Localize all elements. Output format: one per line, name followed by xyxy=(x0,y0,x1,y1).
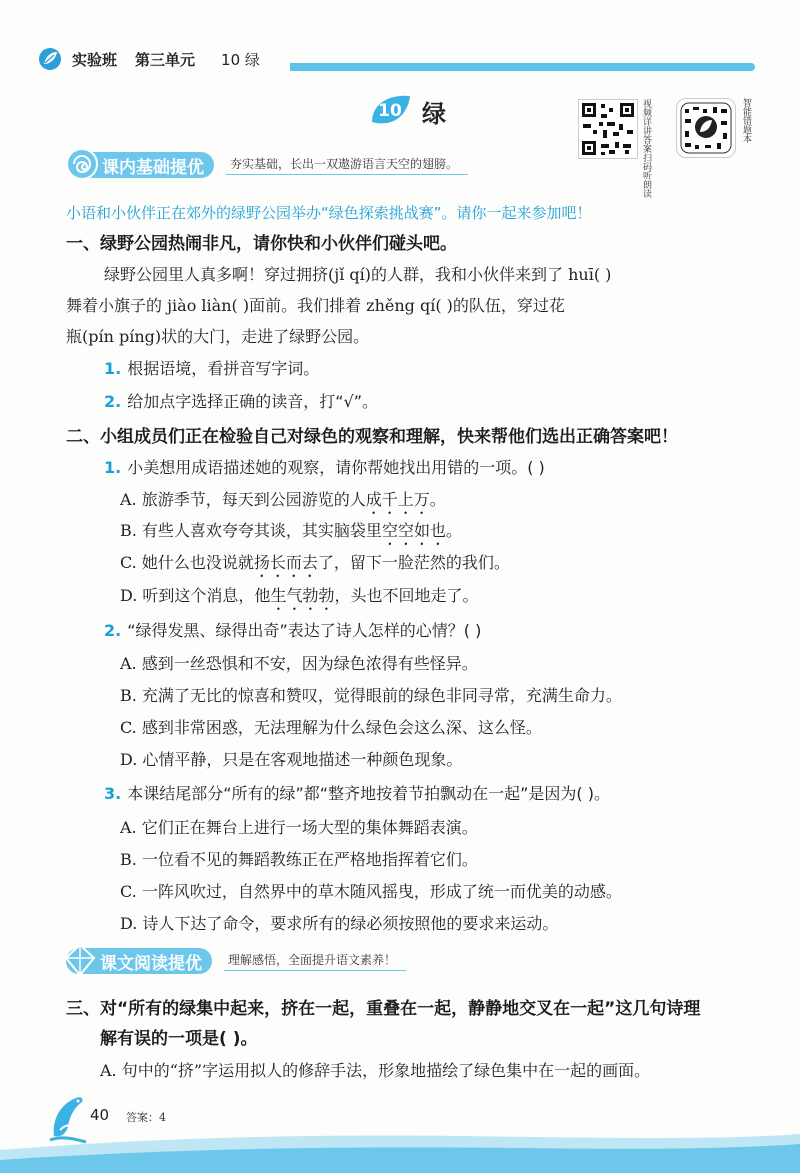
option-a[interactable]: A. 它们正在舞台上进行一场大型的集体舞蹈表演。 xyxy=(120,818,478,837)
option-c[interactable]: C. 一阵风吹过，自然界中的草木随风摇曳，形成了统一而优美的动感。 xyxy=(120,882,622,901)
passage-line-3: 瓶(pín píng)状的大门，走进了绿野公园。 xyxy=(66,327,370,346)
option-text: ，头也不回地走了。 xyxy=(334,586,479,605)
option-c[interactable]: C. 感到非常困惑，无法理解为什么绿色会这么深、这么怪。 xyxy=(120,718,542,737)
passage-line-2: 舞着小旗子的 jiào liàn( )面前。我们排着 zhěng qí( )的队伍，穿过花 xyxy=(66,296,565,315)
passage-line-1: 绿野公园里人真多啊！穿过拥挤(jǐ qí)的人群，我和小伙伴来到了 huī( ) xyxy=(104,265,612,284)
sub-number: 3. xyxy=(104,784,122,803)
lesson-title xyxy=(368,92,446,130)
intro-text: 小语和小伙伴正在郊外的绿野公园举办“绿色探索挑战赛”。请你一起来参加吧！ xyxy=(66,204,592,222)
qr-code-video[interactable] xyxy=(578,99,638,159)
question-2-sub-1 xyxy=(104,455,545,478)
option-idiom: 空空如也 xyxy=(381,521,446,540)
section-title-text: 课内基础提优 xyxy=(102,157,204,178)
option-a[interactable] xyxy=(120,487,446,518)
sub-text: 根据语境，看拼音写字词。 xyxy=(127,359,320,378)
spiral-icon xyxy=(64,146,100,182)
option-d[interactable] xyxy=(120,583,478,614)
section-banner-reading xyxy=(66,948,406,974)
question-2-sub-3 xyxy=(104,781,610,804)
option-text: C. 她什么也没说就 xyxy=(120,553,254,572)
section-subtitle: 夯实基础，长出一双遨游语言天空的翅膀。 xyxy=(226,155,468,175)
dolphin-icon xyxy=(46,1090,90,1146)
option-text: 。 xyxy=(445,521,462,540)
qr-icon xyxy=(677,99,735,157)
qr-label-wrongbook: 智能错题本 xyxy=(741,98,751,143)
question-2-sub-2 xyxy=(104,618,481,641)
option-d[interactable]: D. 心情平静，只是在客观地描述一种颜色现象。 xyxy=(120,750,463,769)
option-a[interactable]: A. 句中的“挤”字运用拟人的修辞手法，形象地描绘了绿色集中在一起的画面。 xyxy=(100,1061,651,1080)
option-idiom: 扬长而去 xyxy=(253,553,318,572)
section-subtitle: 理解感悟，全面提升语文素养！ xyxy=(224,951,406,971)
section-title xyxy=(68,152,214,178)
option-text: 了，留下一脸茫然的我们。 xyxy=(317,553,510,572)
question-1-sub-1 xyxy=(104,356,319,379)
unit-label: 第三单元 xyxy=(135,50,196,69)
sub-number: 1. xyxy=(104,359,122,378)
sub-text: 本课结尾部分“所有的绿”都“整齐地按着节拍飘动在一起”是因为( )。 xyxy=(127,784,610,803)
option-text: 。 xyxy=(429,490,446,509)
option-text: A. 旅游季节，每天到公园游览的人 xyxy=(120,490,366,509)
lesson-number: 10 xyxy=(378,101,402,121)
question-3-title-line-2: 解有误的一项是( )。 xyxy=(100,1029,258,1049)
lesson-number-badge xyxy=(368,92,412,130)
option-b[interactable]: B. 充满了无比的惊喜和赞叹，觉得眼前的绿色非同寻常，充满生命力。 xyxy=(120,686,622,705)
option-text: D. 听到这个消息，他 xyxy=(120,586,271,605)
question-2-title: 二、小组成员们正在检验自己对绿色的观察和理解，快来帮他们选出正确答案吧！ xyxy=(66,427,678,447)
qr-icon xyxy=(579,100,637,158)
footer-wave xyxy=(0,1120,800,1173)
sub-number: 2. xyxy=(104,392,122,411)
section-title xyxy=(66,948,212,974)
brand-label: 实验班 xyxy=(72,50,118,69)
question-1-sub-2 xyxy=(104,389,378,412)
sub-text: 小美想用成语描述她的观察，请你帮她找出用错的一项。( ) xyxy=(127,458,545,477)
section-title-text: 课文阅读提优 xyxy=(100,953,202,974)
option-text: B. 有些人喜欢夸夸其谈，其实脑袋里 xyxy=(120,521,382,540)
sub-text: 给加点字选择正确的读音，打“√”。 xyxy=(127,392,378,411)
sub-number: 1. xyxy=(104,458,122,477)
leaf-logo-icon xyxy=(38,47,62,71)
lesson-label: 10 绿 xyxy=(221,50,260,69)
question-3-title-line-1: 三、对“所有的绿集中起来，挤在一起，重叠在一起，静静地交叉在一起”这几句诗理 xyxy=(66,999,701,1019)
sub-text: “绿得发黑、绿得出奇”表达了诗人怎样的心情？( ) xyxy=(127,621,482,640)
sub-number: 2. xyxy=(104,621,122,640)
page-header xyxy=(38,46,260,72)
header-divider xyxy=(290,63,755,71)
page-number: 40 xyxy=(90,1106,110,1124)
option-b[interactable] xyxy=(120,518,462,549)
qr-label-video: 视频详讲答案扫码听朗读 xyxy=(641,99,651,198)
option-b[interactable]: B. 一位看不见的舞蹈教练正在严格地指挥着它们。 xyxy=(120,850,478,869)
qr-code-wrongbook[interactable] xyxy=(676,98,736,158)
option-idiom: 成千上万 xyxy=(365,490,430,509)
answer-ref: 答案：4 xyxy=(126,1111,166,1124)
option-d[interactable]: D. 诗人下达了命令，要求所有的绿必须按照他的要求来运动。 xyxy=(120,914,559,933)
option-a[interactable]: A. 感到一丝恐惧和不安，因为绿色浓得有些怪异。 xyxy=(120,654,478,673)
lesson-title-text: 绿 xyxy=(422,99,446,128)
section-banner-basics xyxy=(68,152,468,178)
option-idiom: 生气勃勃 xyxy=(270,586,335,605)
option-c[interactable] xyxy=(120,550,510,581)
question-1-title: 一、绿野公园热闹非凡，请你快和小伙伴们碰头吧。 xyxy=(66,234,457,254)
kite-icon xyxy=(62,942,98,978)
